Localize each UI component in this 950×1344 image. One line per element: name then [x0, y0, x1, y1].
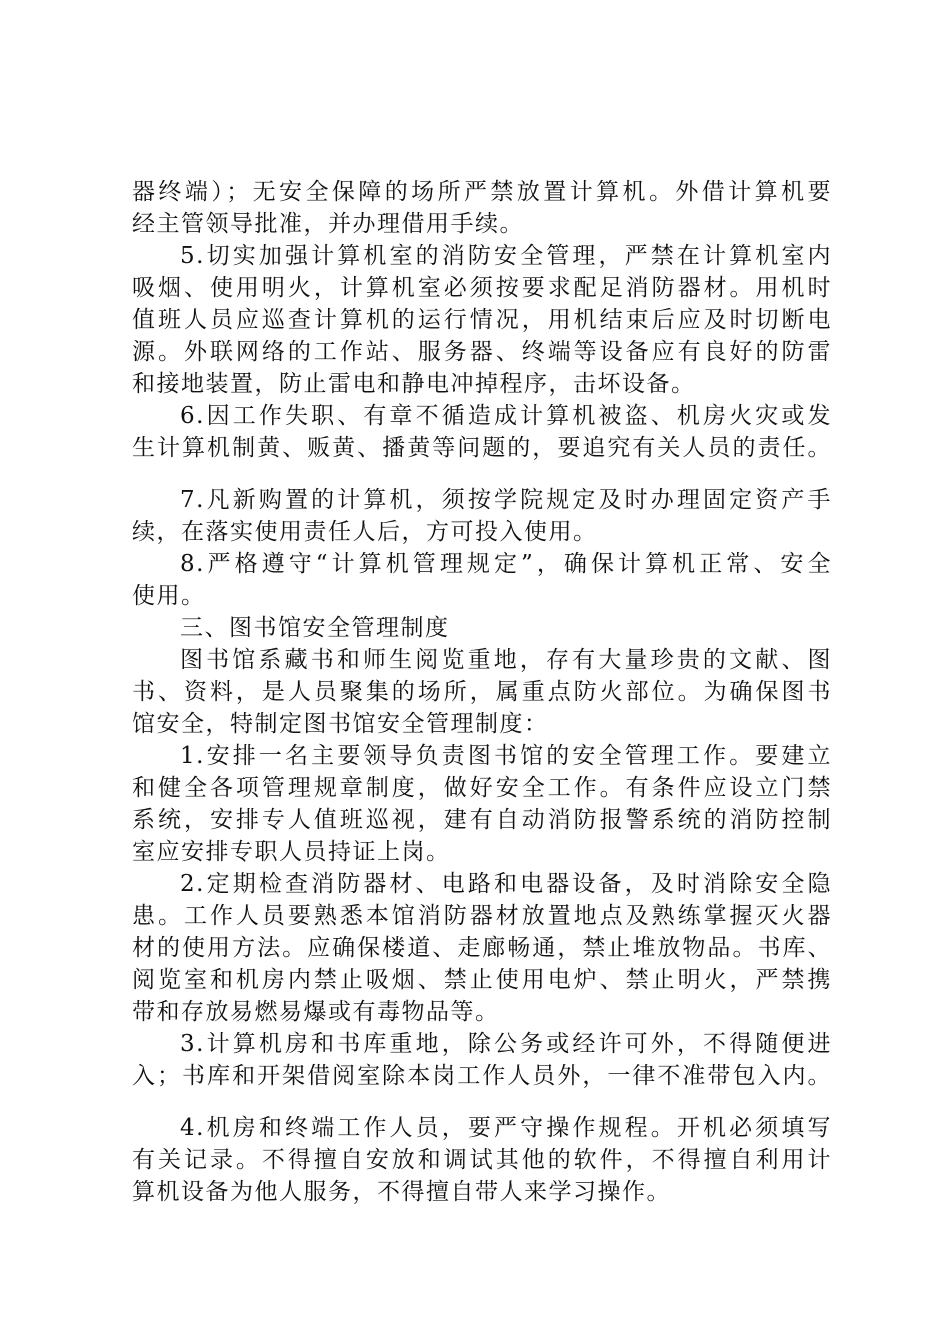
text-line: 使用。 — [132, 583, 206, 609]
text-line: 2.定期检查消防器材、电路和电器设备，及时消除安全隐 — [180, 871, 832, 897]
text-line: 带和存放易燃易爆或有毒物品等。 — [132, 999, 500, 1025]
text-line: 6.因工作失职、有章不循造成计算机被盗、机房火灾或发 — [180, 403, 832, 429]
text-line: 入；书库和开架借阅室除本岗工作人员外，一律不准带包入内。 — [132, 1063, 832, 1089]
text-line: 系统，安排专人值班巡视，建有自动消防报警系统的消防控制 — [132, 807, 832, 833]
text-line: 4.机房和终端工作人员，要严守操作规程。开机必须填写 — [180, 1115, 832, 1141]
text-line: 5.切实加强计算机室的消防安全管理，严禁在计算机室内 — [180, 243, 832, 269]
text-line: 和接地装置，防止雷电和静电冲掉程序，击坏设备。 — [132, 371, 696, 397]
text-line: 图书馆系藏书和师生阅览重地，存有大量珍贵的文献、图 — [180, 647, 832, 673]
text-line: 吸烟、使用明火，计算机室必须按要求配足消防器材。用机时 — [132, 275, 832, 301]
text-line: 续，在落实使用责任人后，方可投入使用。 — [132, 519, 598, 545]
text-line: 经主管领导批准，并办理借用手续。 — [132, 211, 524, 237]
text-line: 值班人员应巡查计算机的运行情况，用机结束后应及时切断电 — [132, 307, 832, 333]
text-line: 和健全各项管理规章制度，做好安全工作。有条件应设立门禁 — [132, 775, 832, 801]
text-line: 室应安排专职人员持证上岗。 — [132, 839, 451, 865]
text-line: 材的使用方法。应确保楼道、走廊畅通，禁止堆放物品。书库、 — [132, 935, 832, 961]
text-line: 生计算机制黄、贩黄、播黄等问题的，要追究有关人员的责任。 — [132, 435, 832, 461]
text-line: 1.安排一名主要领导负责图书馆的安全管理工作。要建立 — [180, 743, 832, 769]
text-line: 算机设备为他人服务，不得擅自带人来学习操作。 — [132, 1179, 671, 1205]
text-line: 源。外联网络的工作站、服务器、终端等设备应有良好的防雷 — [132, 339, 832, 365]
text-line: 有关记录。不得擅自安放和调试其他的软件，不得擅自利用计 — [132, 1147, 832, 1173]
text-line: 8.严格遵守“计算机管理规定”，确保计算机正常、安全 — [180, 551, 832, 577]
text-line: 书、资料，是人员聚集的场所，属重点防火部位。为确保图书 — [132, 679, 832, 705]
text-line: 器终端）；无安全保障的场所严禁放置计算机。外借计算机要 — [132, 179, 832, 205]
text-line: 阅览室和机房内禁止吸烟、禁止使用电炉、禁止明火，严禁携 — [132, 967, 832, 993]
text-line: 3.计算机房和书库重地，除公务或经许可外，不得随便进 — [180, 1031, 832, 1057]
text-line: 馆安全，特制定图书馆安全管理制度： — [132, 711, 549, 737]
text-line: 患。工作人员要熟悉本馆消防器材放置地点及熟练掌握灭火器 — [132, 903, 832, 929]
text-line: 7.凡新购置的计算机，须按学院规定及时办理固定资产手 — [180, 487, 832, 513]
text-line: 三、图书馆安全管理制度 — [180, 615, 450, 641]
